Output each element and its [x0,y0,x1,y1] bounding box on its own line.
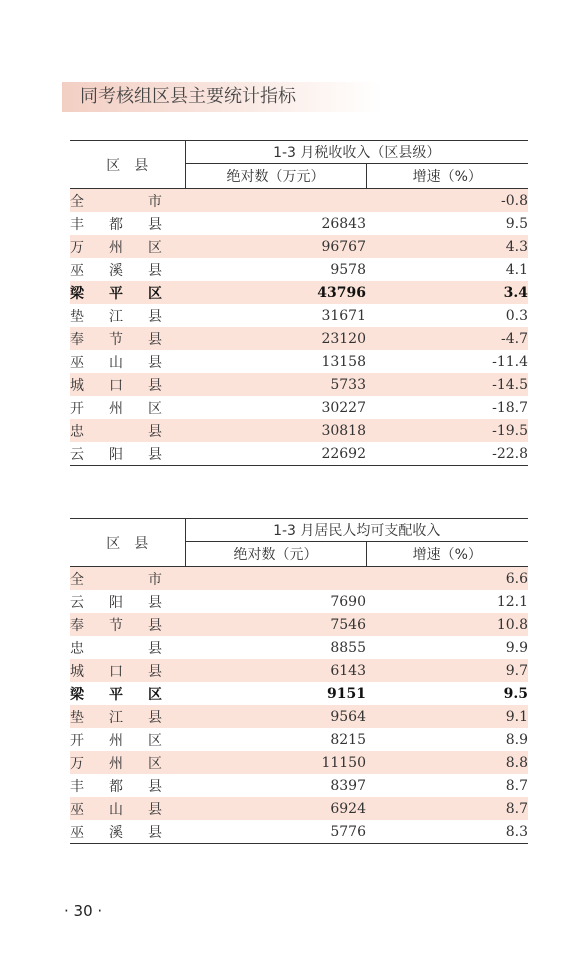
table-row: 忠 县 8855 9.9 [70,636,528,659]
absolute-value: 8215 [330,731,366,748]
growth-value: 8.7 [505,777,529,794]
absolute-value: 22692 [321,445,366,462]
region-header: 区 县 [70,141,185,189]
growth-value: 8.8 [366,751,528,774]
absolute-value: 9578 [330,261,366,278]
table-row: 奉 节 县 7546 10.8 [70,613,528,636]
growth-value: -14.5 [366,373,528,396]
page-title: 同考核组区县主要统计指标 [80,86,296,107]
growth-value: 8.3 [505,823,529,840]
absolute-value: 11150 [185,751,366,774]
table-row: 开 州 区 30227 -18.7 [70,396,528,419]
page-number: · 30 · [64,902,103,920]
absolute-value: 30818 [185,419,366,442]
table-row: 城 口 县 6143 9.7 [70,659,528,682]
absolute-value: 5733 [185,373,366,396]
absolute-value: 31671 [321,307,366,324]
table-row: 垫 江 县 31671 0.3 [70,304,528,327]
tax-group-header: 1-3 月税收收入（区县级） [185,141,528,164]
absolute-header: 绝对数（元） [185,542,366,567]
absolute-value: 9151 [327,685,366,702]
growth-value: -18.7 [492,399,529,416]
absolute-value: 26843 [321,215,366,232]
absolute-value: 9564 [185,705,366,728]
table-row: 城 口 县 5733 -14.5 [70,373,528,396]
absolute-value: 23120 [185,327,366,350]
absolute-value: 5776 [330,823,366,840]
growth-value: -4.7 [366,327,528,350]
growth-value: -22.8 [492,445,529,462]
table-row: 巫 山 县 13158 -11.4 [70,350,528,373]
growth-value: -11.4 [492,353,529,370]
growth-value: 4.1 [505,261,529,278]
growth-value: 3.4 [366,281,528,304]
table-row: 开 州 区 8215 8.9 [70,728,528,751]
table-row: 奉 节 县 23120 -4.7 [70,327,528,350]
absolute-value [185,189,366,213]
absolute-value: 8855 [330,639,366,656]
region-header: 区 县 [70,519,185,567]
absolute-value: 6143 [185,659,366,682]
growth-value: 9.5 [505,215,529,232]
growth-value: 4.3 [366,235,528,258]
table-row: 云 阳 县 7690 12.1 [70,590,528,613]
table-row: 丰 都 县 8397 8.7 [70,774,528,797]
absolute-value: 43796 [185,281,366,304]
absolute-value: 13158 [321,353,366,370]
table-row: 巫 溪 县 5776 8.3 [70,820,528,844]
growth-value: 6.6 [366,567,528,591]
growth-header: 增速（%） [366,164,528,189]
table-row: 丰 都 县 26843 9.5 [70,212,528,235]
table-row: 云 阳 县 22692 -22.8 [70,442,528,466]
growth-value: 9.9 [505,639,529,656]
table-row: 巫 溪 县 9578 4.1 [70,258,528,281]
absolute-header: 绝对数（万元） [185,164,366,189]
growth-value: 9.5 [503,685,529,702]
absolute-value [185,567,366,591]
growth-value: 12.1 [496,593,529,610]
growth-value: 9.7 [366,659,528,682]
income-table [70,518,528,844]
growth-value: 8.7 [366,797,528,820]
tax-revenue-table [70,140,528,466]
income-group-header: 1-3 月居民人均可支配收入 [185,519,528,542]
growth-value: 0.3 [505,307,529,324]
growth-value: -19.5 [366,419,528,442]
absolute-value: 30227 [321,399,366,416]
growth-value: 9.1 [366,705,528,728]
growth-value: 10.8 [366,613,528,636]
table-row: 全 市 -0.8 [70,189,528,213]
absolute-value: 7546 [185,613,366,636]
table-row: 万 州 区 11150 8.8 [70,751,528,774]
table-row-highlight: 梁 平 区 43796 3.4 [70,281,528,304]
table-row: 万 州 区 96767 4.3 [70,235,528,258]
absolute-value: 6924 [185,797,366,820]
growth-value: 8.9 [505,731,529,748]
absolute-value: 96767 [185,235,366,258]
table-row: 全 市 6.6 [70,567,528,591]
absolute-value: 7690 [330,593,366,610]
growth-header: 增速（%） [366,542,528,567]
table-row: 忠 县 30818 -19.5 [70,419,528,442]
absolute-value: 8397 [330,777,366,794]
table-row-highlight: 梁 平 区 9151 9.5 [70,682,528,705]
table-row: 巫 山 县 6924 8.7 [70,797,528,820]
table-row: 垫 江 县 9564 9.1 [70,705,528,728]
growth-value: -0.8 [366,189,528,213]
